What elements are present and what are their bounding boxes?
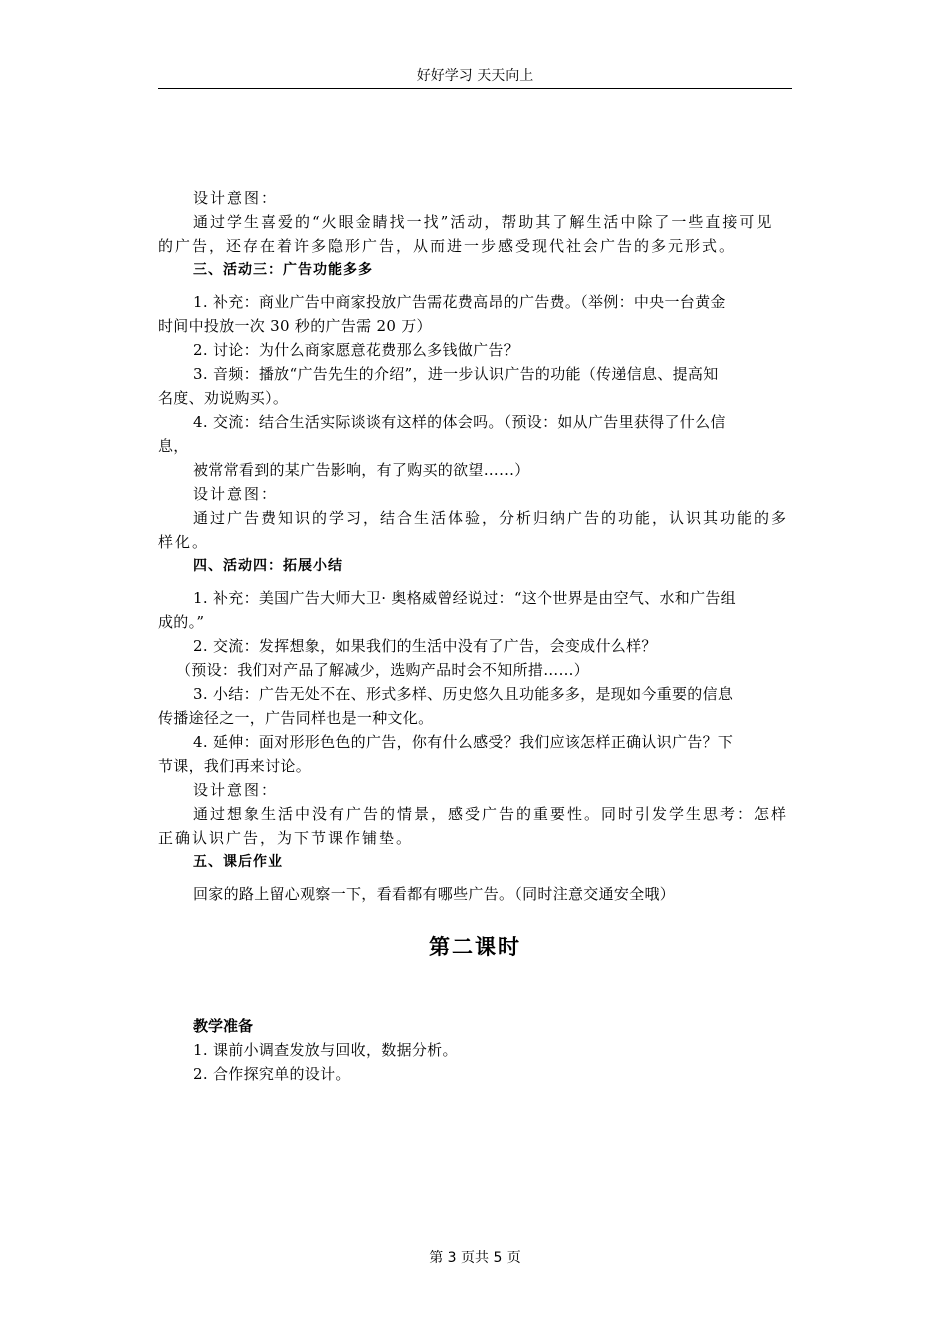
design-intent-label: 设计意图： xyxy=(193,781,279,799)
paragraph-line: 1. 补充：美国广告大师大卫· 奥格威曾经说过：“这个世界是由空气、水和广告组 xyxy=(193,589,736,607)
design-intent-label: 设计意图： xyxy=(193,485,279,503)
design-intent-label: 设计意图： xyxy=(193,189,279,207)
section-heading-activity-4: 四、活动四：拓展小结 xyxy=(193,558,343,574)
paragraph-line: 通过学生喜爱的“火眼金睛找一找”活动，帮助其了解生活中除了一些直接可见 xyxy=(193,213,774,231)
paragraph-line: 样化。 xyxy=(158,533,210,551)
section-heading-homework: 五、课后作业 xyxy=(193,854,283,870)
paragraph-line: 息， xyxy=(158,437,189,455)
lesson-title: 第二课时 xyxy=(429,935,521,959)
paragraph-line: 2. 交流：发挥想象，如果我们的生活中没有了广告，会变成什么样？ xyxy=(193,637,657,655)
paragraph-line: 成的。” xyxy=(158,613,205,631)
paragraph-line: 名度、劝说购买）。 xyxy=(158,389,289,407)
paragraph-line: 通过广告费知识的学习，结合生活体验，分析归纳广告的功能，认识其功能的多 xyxy=(193,509,789,527)
subsection-heading: 教学准备 xyxy=(193,1017,254,1035)
section-heading-activity-3: 三、活动三：广告功能多多 xyxy=(193,262,373,278)
paragraph-line: 通过想象生活中没有广告的情景，感受广告的重要性。同时引发学生思考：怎样 xyxy=(193,805,789,823)
paragraph-line: 4. 交流：结合生活实际谈谈有这样的体会吗。（预设：如从广告里获得了什么信 xyxy=(193,413,726,431)
paragraph-line: 3. 小结：广告无处不在、形式多样、历史悠久且功能多多，是现如今重要的信息 xyxy=(193,685,734,703)
paragraph-line: （预设：我们对产品了解减少，选购产品时会不知所措……） xyxy=(176,661,590,679)
paragraph-line: 节课，我们再来讨论。 xyxy=(158,757,312,775)
page-footer: 第 3 页共 5 页 xyxy=(429,1250,521,1266)
paragraph-line: 传播途径之一，广告同样也是一种文化。 xyxy=(158,709,434,727)
paragraph-line: 4. 延伸：面对形形色色的广告，你有什么感受？我们应该怎样正确认识广告？下 xyxy=(193,733,734,751)
paragraph-line: 1. 补充：商业广告中商家投放广告需花费高昂的广告费。（举例：中央一台黄金 xyxy=(193,293,726,311)
header-divider xyxy=(158,88,792,89)
paragraph-line: 2. 合作探究单的设计。 xyxy=(193,1065,351,1083)
paragraph-line: 的广告，还存在着许多隐形广告，从而进一步感受现代社会广告的多元形式。 xyxy=(158,237,737,255)
paragraph-line: 3. 音频：播放“广告先生的介绍”，进一步认识广告的功能（传递信息、提高知 xyxy=(193,365,719,383)
paragraph-line: 2. 讨论：为什么商家愿意花费那么多钱做广告？ xyxy=(193,341,519,359)
paragraph-line: 时间中投放一次 30 秒的广告需 20 万） xyxy=(158,317,432,335)
page-header: 好好学习 天天向上 xyxy=(416,68,534,84)
paragraph-line: 被常常看到的某广告影响，有了购买的欲望……） xyxy=(193,461,530,479)
paragraph-line: 正确认识广告，为下节课作铺垫。 xyxy=(158,829,414,847)
paragraph-line: 1. 课前小调查发放与回收，数据分析。 xyxy=(193,1041,458,1059)
document-body xyxy=(158,186,792,1086)
paragraph-line: 回家的路上留心观察一下，看看都有哪些广告。（同时注意交通安全哦） xyxy=(193,885,676,903)
